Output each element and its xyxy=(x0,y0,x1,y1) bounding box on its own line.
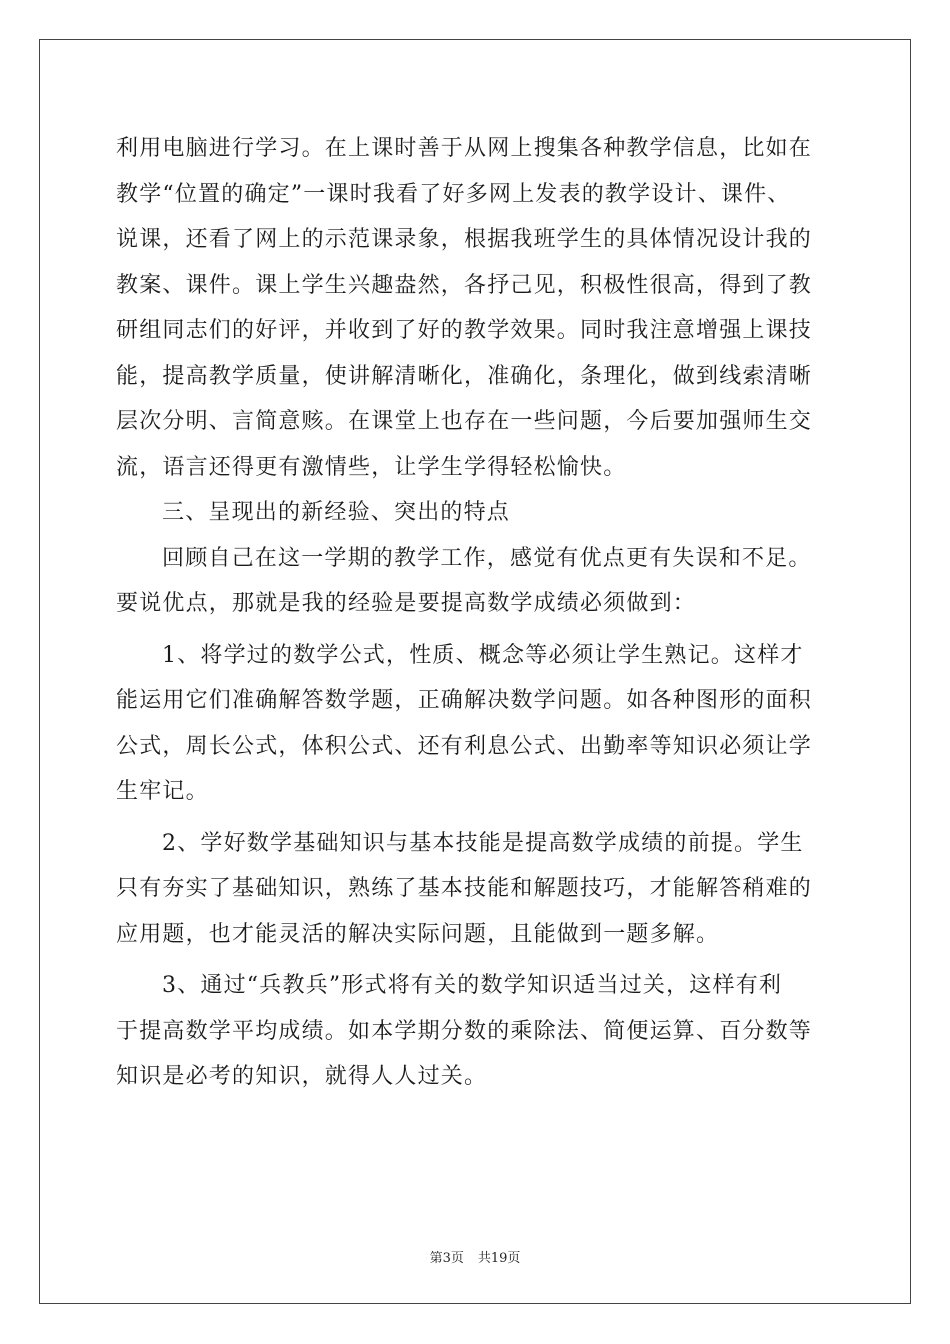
text-line: 流，语言还得更有激情些，让学生学得轻松愉快。 xyxy=(116,454,627,480)
list-item-line: 知识是必考的知识，就得人人过关。 xyxy=(116,1064,488,1089)
text-line: 层次分明、言简意赅。在课堂上也存在一些问题，今后要加强师生交 xyxy=(116,409,813,434)
list-item-line: 公式，周长公式，体积公式、还有利息公式、出勤率等知识必须让学 xyxy=(116,733,813,759)
text-line: 回顾自己在这一学期的教学工作，感觉有优点更有失误和不足。 xyxy=(162,545,812,571)
list-item-line: 3、通过“兵教兵”形式将有关的数学知识适当过关，这样有利 xyxy=(162,973,783,998)
text-line: 能，提高教学质量，使讲解清晰化，准确化，条理化，做到线索清晰 xyxy=(116,363,813,389)
list-item-line: 生牢记。 xyxy=(116,779,209,804)
page-number: 第3页 xyxy=(429,1251,464,1266)
text-line: 研组同志们的好评，并收到了好的教学效果。同时我注意增强上课技 xyxy=(116,318,813,343)
text-line: 教学“位置的确定”一课时我看了好多网上发表的教学设计、课件、 xyxy=(116,181,791,207)
list-item-line: 2、学好数学基础知识与基本技能是提高数学成绩的前提。学生 xyxy=(162,830,804,856)
text-line: 要说优点，那就是我的经验是要提高数学成绩必须做到： xyxy=(116,591,697,616)
list-item-line: 只有夯实了基础知识，熟练了基本技能和解题技巧，才能解答稍难的 xyxy=(116,876,813,901)
list-item-line: 应用题，也才能灵活的解决实际问题，且能做到一题多解。 xyxy=(116,921,720,947)
document-body xyxy=(116,126,834,1100)
text-line: 说课，还看了网上的示范课录象，根据我班学生的具体情况设计我的 xyxy=(116,227,813,252)
text-line: 利用电脑进行学习。在上课时善于从网上搜集各种教学信息，比如在 xyxy=(116,136,813,161)
section-heading: 三、呈现出的新经验、突出的特点 xyxy=(162,500,511,525)
page-count: 共19页 xyxy=(477,1251,521,1266)
page-footer xyxy=(0,1247,950,1266)
text-line: 教案、课件。课上学生兴趣盎然，各抒己见，积极性很高，得到了教 xyxy=(116,272,813,298)
list-item-line: 1、将学过的数学公式，性质、概念等必须让学生熟记。这样才 xyxy=(162,642,804,668)
list-item-line: 能运用它们准确解答数学题，正确解决数学问题。如各种图形的面积 xyxy=(116,688,813,713)
list-item-line: 于提高数学平均成绩。如本学期分数的乘除法、简便运算、百分数等 xyxy=(116,1018,813,1044)
